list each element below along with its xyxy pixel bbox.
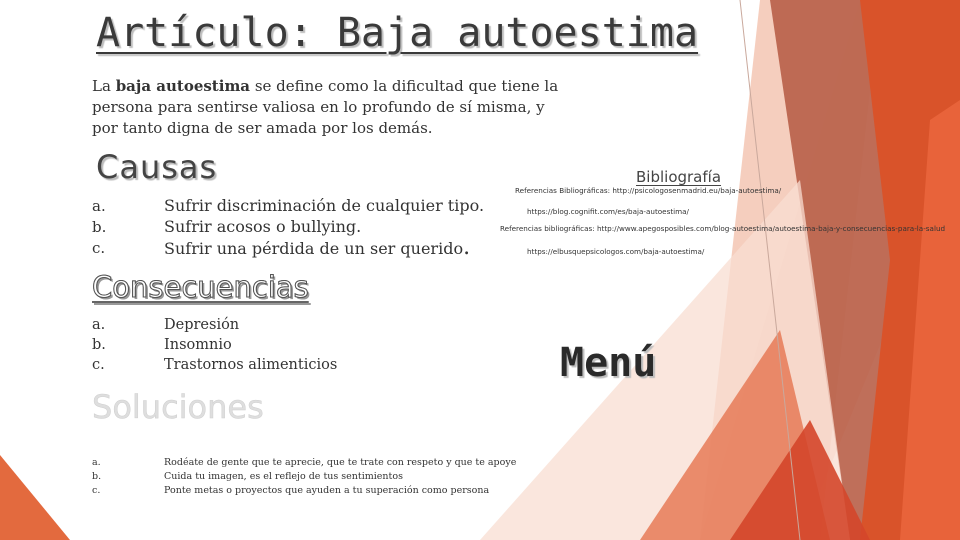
list-text: Rodéate de gente que te aprecie, que te trate con respeto y que te apoye xyxy=(164,457,517,468)
list-text: Cuida tu imagen, es el reflejo de tus sentimientos xyxy=(164,471,403,482)
intro-lead: La xyxy=(92,77,111,95)
list-item xyxy=(92,196,485,217)
list-text: Ponte metas o proyectos que ayuden a tu superación como persona xyxy=(164,485,490,496)
list-text: Depresión xyxy=(164,317,240,333)
bibliography-ref[interactable]: Referencias bibliográficas: http://www.apegosposibles.com/blog-autoestima/autoestima-baja-y-consecuencias-para-la-salud xyxy=(500,224,946,233)
consecuencias-heading: Consecuencias xyxy=(92,270,309,304)
list-item xyxy=(92,335,392,355)
list-item xyxy=(92,235,472,260)
intro-bold-term: baja autoestima xyxy=(115,77,251,95)
list-item xyxy=(92,355,392,375)
list-letter: b. xyxy=(92,471,102,482)
consecuencias-list xyxy=(92,315,392,375)
list-item xyxy=(92,456,532,470)
causas-list xyxy=(92,196,485,260)
bibliography-ref[interactable]: https://elbusquepsicologos.com/baja-autoestima/ xyxy=(527,247,705,256)
page-title: Artículo: Baja autoestima xyxy=(96,10,699,56)
list-text: Insomnio xyxy=(164,337,232,353)
list-letter: c. xyxy=(92,485,101,496)
menu-button[interactable]: Menú xyxy=(560,340,657,386)
causas-heading: Causas xyxy=(96,148,218,186)
intro-rest: se define como la dificultad que tiene la persona para sentirse valiosa en lo profundo de sí misma, y por tanto digna de ser amada por los demás. xyxy=(92,77,559,137)
list-period: . xyxy=(463,235,471,260)
list-letter: a. xyxy=(92,197,106,215)
intro-paragraph xyxy=(92,76,562,139)
list-item xyxy=(92,470,532,484)
list-text: Sufrir discriminación de cualquier tipo. xyxy=(164,196,485,215)
list-letter: b. xyxy=(92,337,106,353)
list-item xyxy=(92,315,392,335)
bibliography-ref[interactable]: Referencias Bibliográficas: http://psicologosenmadrid.eu/baja-autoestima/ xyxy=(515,186,782,195)
bottom-left-triangle xyxy=(0,455,70,540)
soluciones-list xyxy=(92,456,532,498)
list-letter: c. xyxy=(92,239,106,257)
list-text: Sufrir una pérdida de un ser querido xyxy=(164,239,464,258)
list-letter: a. xyxy=(92,457,101,468)
soluciones-heading: Soluciones xyxy=(92,388,264,426)
list-letter: b. xyxy=(92,218,107,236)
list-letter: a. xyxy=(92,317,106,333)
list-text-with-period xyxy=(164,235,471,260)
list-item xyxy=(92,484,532,498)
bibliography-ref[interactable]: https://blog.cognifit.com/es/baja-autoestima/ xyxy=(527,207,689,216)
list-text: Trastornos alimenticios xyxy=(164,357,338,373)
list-text: Sufrir acosos o bullying. xyxy=(164,217,362,236)
bibliografia-heading: Bibliografía xyxy=(636,168,722,186)
list-item xyxy=(92,217,472,238)
list-letter: c. xyxy=(92,357,105,373)
